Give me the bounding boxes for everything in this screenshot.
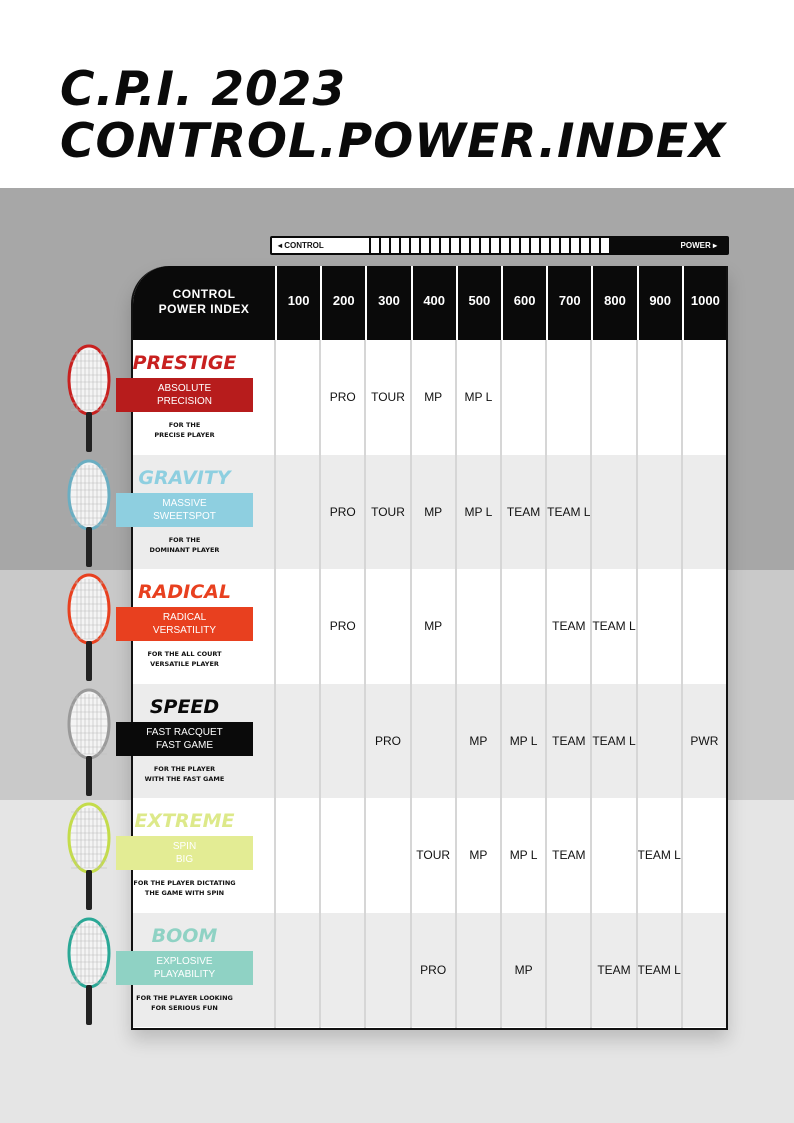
column-header-700: 700 — [546, 266, 591, 340]
table-cell — [591, 798, 636, 913]
table-cell: MP — [424, 504, 443, 519]
column-divider — [681, 340, 683, 1028]
table-cell — [501, 340, 546, 455]
scale-tick — [409, 238, 419, 253]
brand-description — [116, 764, 253, 784]
brand-description-line: FOR THE PLAYER LOOKING — [136, 993, 233, 1002]
table-cell: TOUR — [371, 390, 405, 404]
racquet-icon — [65, 913, 117, 1028]
table-header — [133, 266, 728, 340]
scale-tick — [419, 238, 429, 253]
brand-tagline — [116, 722, 253, 756]
column-header-100: 100 — [275, 266, 320, 340]
brand-description — [116, 649, 253, 669]
brand-description-line: VERSATILE PLAYER — [150, 660, 219, 668]
column-divider — [726, 340, 728, 1028]
column-divider — [410, 340, 412, 1028]
table-cell — [546, 340, 591, 455]
table-cell: TEAM L — [637, 962, 681, 977]
brand-tagline-line: EXPLOSIVE — [156, 955, 213, 967]
scale-tick — [579, 238, 589, 253]
table-cell: TEAM — [552, 733, 586, 748]
table-cell — [320, 798, 365, 913]
brand-tagline-line: RADICAL — [162, 612, 207, 623]
table-cell — [637, 340, 682, 455]
table-cell: PRO — [329, 504, 356, 519]
brand-name: SPEED — [149, 695, 220, 718]
table-cell — [682, 798, 727, 913]
scale-tick — [509, 238, 519, 253]
brand-description — [116, 993, 253, 1013]
page-title — [60, 64, 726, 168]
control-label: ◂ CONTROL — [272, 238, 369, 253]
table-cell — [456, 913, 501, 1028]
table-cell — [275, 340, 320, 455]
brand-description-line: DOMINANT PLAYER — [149, 545, 220, 554]
brand-tagline-line: MASSIVE — [162, 497, 207, 509]
brand-tagline — [116, 951, 253, 985]
table-cell — [637, 684, 682, 799]
scale-tick — [379, 238, 389, 253]
brand-speed — [0, 684, 275, 799]
table-cell: TEAM L — [547, 504, 591, 519]
brand-tagline — [116, 493, 253, 527]
column-divider — [319, 340, 321, 1028]
table-cell: TEAM L — [637, 848, 681, 862]
column-header-400: 400 — [411, 266, 456, 340]
brand-description-line: FOR SERIOUS FUN — [151, 1003, 218, 1012]
brand-tagline-line: VERSATILITY — [152, 625, 217, 636]
scale-tick — [569, 238, 579, 253]
racquet-icon — [65, 569, 117, 684]
scale-tick — [619, 238, 629, 253]
column-divider — [364, 340, 366, 1028]
table-cell: TEAM — [597, 962, 631, 977]
scale-tick — [399, 238, 409, 253]
column-header-900: 900 — [637, 266, 682, 340]
scale-tick — [489, 238, 499, 253]
racquet-icon — [65, 455, 117, 570]
racquet-icon — [65, 798, 117, 913]
table-cell — [546, 913, 591, 1028]
table-cell — [682, 340, 727, 455]
table-cell: MP — [514, 962, 533, 977]
column-header-600: 600 — [501, 266, 546, 340]
brand-radical — [0, 569, 275, 684]
scale-tick — [449, 238, 459, 253]
table-cell: MP — [469, 733, 488, 748]
table-cell: MP — [424, 619, 443, 633]
brand-tagline-line: SPIN — [172, 841, 197, 852]
brand-description — [116, 878, 253, 898]
brand-tagline-line: PRECISION — [156, 396, 212, 407]
brand-tagline — [116, 378, 253, 412]
table-cell: TEAM L — [592, 733, 636, 748]
table-cell — [365, 798, 410, 913]
brand-description-line: FOR THE — [168, 535, 201, 544]
header-label — [133, 266, 275, 340]
brand-gravity — [0, 455, 275, 570]
table-cell — [411, 684, 456, 799]
column-header-200: 200 — [320, 266, 365, 340]
brand-tagline-line: FAST GAME — [155, 739, 214, 751]
scale-tick — [559, 238, 569, 253]
control-power-scale — [270, 236, 729, 255]
column-header-500: 500 — [456, 266, 501, 340]
racquet-icon — [65, 340, 117, 455]
brand-tagline — [116, 607, 253, 641]
brand-tagline-line: ABSOLUTE — [157, 383, 212, 394]
scale-tick — [609, 238, 619, 253]
brand-description-line: PRECISE PLAYER — [154, 431, 215, 439]
scale-tick — [599, 238, 609, 253]
table-cell — [682, 569, 727, 684]
table-cell: TEAM — [506, 504, 541, 519]
table-cell — [275, 913, 320, 1028]
table-cell — [365, 569, 410, 684]
brand-tagline-line: FAST RACQUET — [146, 726, 223, 738]
column-header-800: 800 — [591, 266, 636, 340]
table-cell — [591, 340, 636, 455]
scale-tick — [539, 238, 549, 253]
scale-tick — [439, 238, 449, 253]
table-cell: TOUR — [416, 848, 451, 862]
scale-tick — [389, 238, 399, 253]
brand-description-line: FOR THE PLAYER — [153, 764, 216, 773]
scale-tick — [499, 238, 509, 253]
table-cell — [501, 569, 546, 684]
table-cell: PWR — [690, 733, 719, 748]
table-cell: MP L — [509, 848, 538, 862]
brand-description-line: FOR THE ALL COURT — [147, 650, 222, 658]
brand-description-line: FOR THE PLAYER DICTATING — [133, 879, 236, 887]
header-label-line-2: POWER INDEX — [158, 302, 250, 316]
table-cell — [320, 913, 365, 1028]
brand-description — [116, 420, 253, 440]
table-cell: MP L — [464, 504, 493, 519]
table-cell — [682, 455, 727, 570]
scale-tick — [529, 238, 539, 253]
brand-tagline-line: SWEETSPOT — [153, 510, 216, 522]
table-cell — [365, 913, 410, 1028]
table-cell: TEAM — [552, 619, 586, 633]
table-cell — [591, 455, 636, 570]
column-divider — [545, 340, 547, 1028]
scale-ticks — [369, 238, 629, 253]
scale-tick — [549, 238, 559, 253]
title-line-1: C.P.I. 2023 — [60, 62, 347, 117]
table-cell: TEAM — [552, 848, 586, 862]
racquet-icon — [65, 684, 117, 799]
column-header-300: 300 — [365, 266, 410, 340]
title-line-2: CONTROL.POWER.INDEX — [60, 114, 727, 169]
table-cell: MP L — [509, 733, 538, 748]
scale-tick — [469, 238, 479, 253]
column-divider — [636, 340, 638, 1028]
column-divider — [590, 340, 592, 1028]
table-cell — [275, 455, 320, 570]
power-label: POWER ▸ — [680, 241, 717, 250]
table-cell: PRO — [329, 390, 356, 404]
table-cell — [275, 798, 320, 913]
brand-name: RADICAL — [138, 581, 231, 603]
brand-name: PRESTIGE — [132, 352, 237, 374]
table-cell — [637, 455, 682, 570]
brand-tagline-line: BIG — [175, 854, 194, 865]
table-cell: PRO — [374, 733, 401, 748]
scale-tick — [589, 238, 599, 253]
table-cell: MP — [469, 848, 488, 862]
brand-description — [116, 535, 253, 555]
brand-tagline — [116, 836, 253, 870]
table-cell — [275, 569, 320, 684]
table-cell — [320, 684, 365, 799]
table-cell — [456, 569, 501, 684]
table-cell: PRO — [420, 962, 447, 977]
brand-name: EXTREME — [134, 810, 235, 832]
brand-description-line: THE GAME WITH SPIN — [144, 889, 225, 897]
table-cell — [275, 684, 320, 799]
brand-name: BOOM — [151, 924, 218, 947]
table-cell — [682, 913, 727, 1028]
column-divider — [500, 340, 502, 1028]
scale-tick — [369, 238, 379, 253]
table-cell: TEAM L — [592, 619, 636, 633]
brand-boom — [0, 913, 275, 1028]
brand-name: GRAVITY — [138, 466, 231, 489]
scale-tick — [519, 238, 529, 253]
brand-extreme — [0, 798, 275, 913]
table-cell — [637, 569, 682, 684]
brand-prestige — [0, 340, 275, 455]
scale-tick — [459, 238, 469, 253]
table-cell: MP L — [464, 390, 493, 404]
scale-tick — [429, 238, 439, 253]
table-cell: TOUR — [371, 504, 405, 519]
table-cell: PRO — [329, 619, 356, 633]
brand-tagline-line: PLAYABILITY — [153, 968, 216, 980]
header-label-line-1: CONTROL — [172, 287, 236, 301]
brand-description-line: WITH THE FAST GAME — [144, 774, 225, 783]
column-header-1000: 1000 — [682, 266, 727, 340]
column-divider — [455, 340, 457, 1028]
table-cell: MP — [424, 390, 443, 404]
brand-description-line: FOR THE — [168, 421, 201, 429]
scale-tick — [479, 238, 489, 253]
